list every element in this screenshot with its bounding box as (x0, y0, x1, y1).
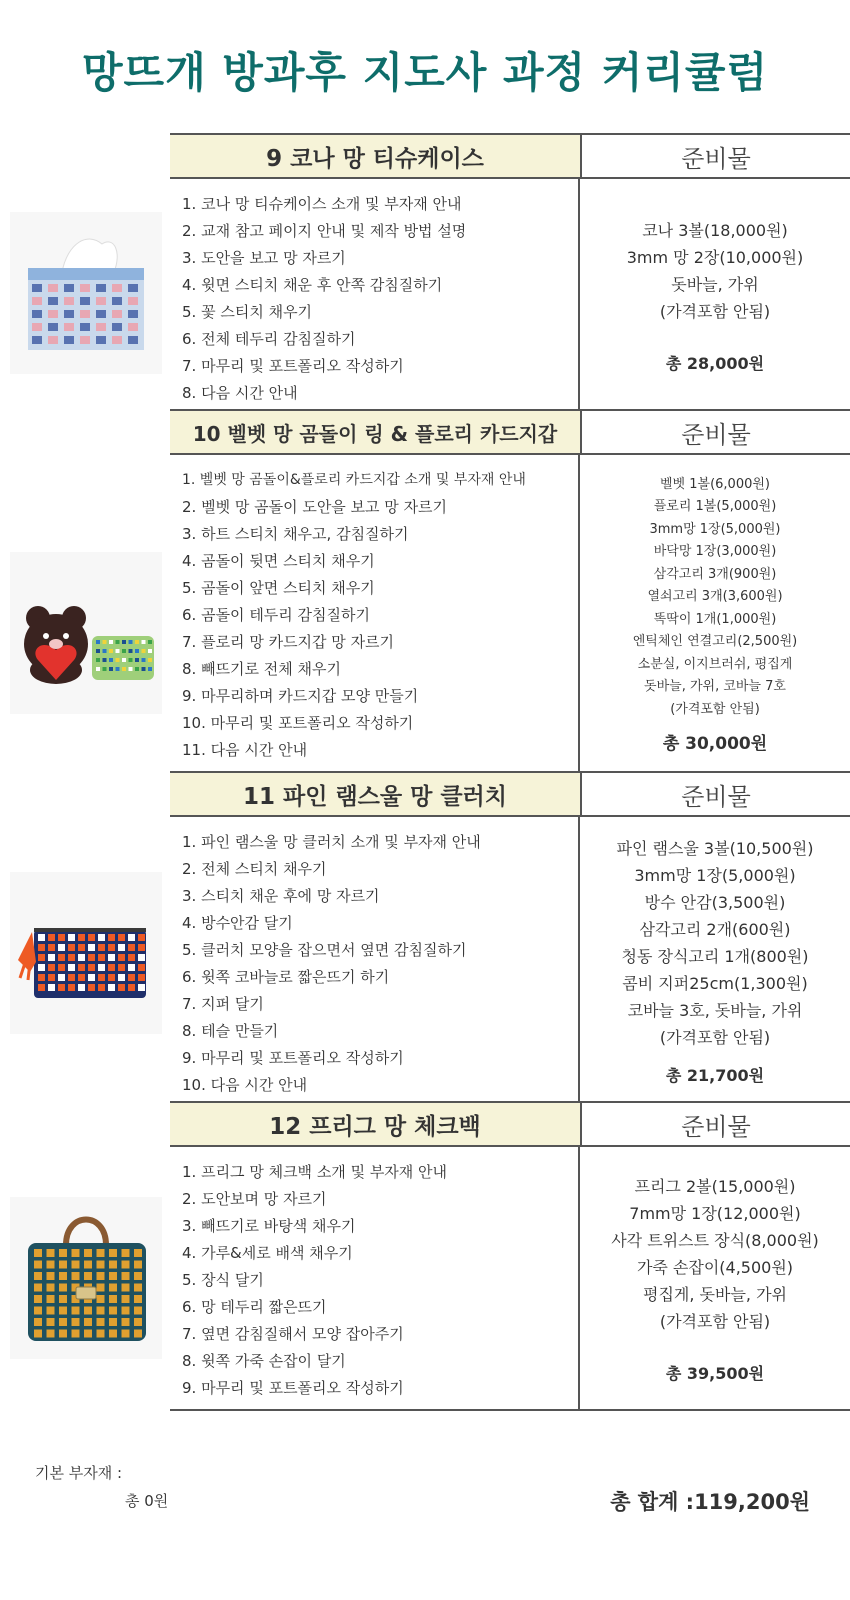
section-11 (170, 771, 850, 1103)
step-item: 5. 장식 달기 (182, 1271, 264, 1289)
materials-header: 준비물 (681, 420, 751, 449)
step-item: 8. 테슬 만들기 (182, 1022, 279, 1040)
step-item: 9. 마무리하며 카드지갑 모양 만들기 (182, 687, 419, 705)
material-item: (가격포함 안됨) (659, 1311, 771, 1331)
material-item: 코바늘 3호, 돗바늘, 가위 (627, 1000, 803, 1020)
material-item: 방수 안감(3,500원) (644, 892, 786, 912)
grand-total: 총 합계 :119,200원 (610, 1490, 810, 1514)
section-total: 총 30,000원 (662, 734, 768, 755)
table-bottom-rule (170, 1409, 850, 1411)
section-title: 12 프리그 망 체크백 (170, 1103, 582, 1145)
step-item: 10. 마무리 및 포트폴리오 작성하기 (182, 714, 414, 732)
step-item: 4. 방수안감 달기 (182, 914, 293, 932)
section-title: 9 코나 망 티슈케이스 (170, 135, 582, 177)
material-item: 청동 장식고리 1개(800원) (621, 946, 809, 966)
material-item: 삼각고리 3개(900원) (653, 566, 777, 582)
base-materials-label: 기본 부자재 : (35, 1464, 123, 1482)
material-item: 코나 3볼(18,000원) (642, 220, 788, 240)
material-item: 3mm 망 2장(10,000원) (626, 247, 804, 267)
section-header (170, 133, 850, 179)
material-item: 사각 트위스트 장식(8,000원) (611, 1230, 819, 1250)
step-item: 6. 곰돌이 테두리 감침질하기 (182, 606, 371, 624)
step-item: 6. 망 테두리 짧은뜨기 (182, 1298, 327, 1316)
material-item: 똑딱이 1개(1,000원) (653, 611, 777, 627)
step-item: 7. 옆면 감침질해서 모양 잡아주기 (182, 1325, 404, 1343)
material-item: 3mm망 1장(5,000원) (649, 521, 781, 537)
section-header (170, 771, 850, 817)
material-item: (가격포함 안됨) (670, 701, 760, 717)
step-item: 1. 벨벳 망 곰돌이&플로리 카드지갑 소개 및 부자재 안내 (182, 472, 526, 488)
step-list (170, 455, 580, 773)
step-item: 4. 가루&세로 배색 채우기 (182, 1244, 353, 1262)
material-item: 콤비 지퍼25cm(1,300원) (622, 973, 808, 993)
base-materials-total: 총 0원 (125, 1492, 169, 1510)
step-item: 5. 클러치 모양을 잡으면서 옆면 감침질하기 (182, 941, 467, 959)
section-title: 10 벨벳 망 곰돌이 링 & 플로리 카드지갑 (170, 411, 582, 453)
material-item: 3mm망 1장(5,000원) (634, 865, 796, 885)
section-body (170, 1147, 850, 1409)
materials-list (580, 817, 850, 1103)
material-item: 7mm망 1장(12,000원) (629, 1203, 801, 1223)
materials-list (580, 1147, 850, 1409)
clutch-image (10, 872, 162, 1034)
section-header (170, 409, 850, 455)
step-item: 4. 윗면 스티치 채운 후 안쪽 감침질하기 (182, 276, 443, 294)
section-12 (170, 1101, 850, 1409)
materials-list (580, 455, 850, 773)
material-item: 돗바늘, 가위 (671, 274, 759, 294)
material-item: 가죽 손잡이(4,500원) (636, 1257, 794, 1277)
step-item: 8. 윗쪽 가죽 손잡이 달기 (182, 1352, 346, 1370)
material-item: 평집게, 돗바늘, 가위 (643, 1284, 787, 1304)
material-item: 삼각고리 2개(600원) (639, 919, 791, 939)
material-item: 열쇠고리 3개(3,600원) (647, 589, 783, 605)
material-item: 소분실, 이지브러쉬, 평집게 (637, 656, 793, 672)
section-title: 11 파인 램스울 망 클러치 (170, 773, 582, 815)
step-item: 9. 마무리 및 포트폴리오 작성하기 (182, 1379, 404, 1397)
section-body (170, 455, 850, 773)
step-item: 6. 윗쪽 코바늘로 짧은뜨기 하기 (182, 968, 390, 986)
material-item: (가격포함 안됨) (659, 301, 771, 321)
material-item: 플로리 1볼(5,000원) (653, 499, 777, 515)
bear-card-wallet-image (10, 552, 162, 714)
step-item: 7. 마무리 및 포트폴리오 작성하기 (182, 357, 404, 375)
step-item: 1. 파인 램스울 망 클러치 소개 및 부자재 안내 (182, 833, 481, 851)
material-item: 프리그 2볼(15,000원) (634, 1176, 796, 1196)
section-total: 총 28,000원 (665, 353, 765, 373)
step-item: 5. 곰돌이 앞면 스티치 채우기 (182, 579, 375, 597)
step-list (170, 817, 580, 1103)
step-item: 4. 곰돌이 뒷면 스티치 채우기 (182, 552, 375, 570)
section-total: 총 21,700원 (665, 1065, 765, 1085)
material-item: 파인 램스울 3볼(10,500원) (616, 838, 814, 858)
step-item: 10. 다음 시간 안내 (182, 1076, 308, 1094)
section-header (170, 1101, 850, 1147)
section-10 (170, 409, 850, 773)
materials-list (580, 179, 850, 411)
page-title: 망뜨개 방과후 지도사 과정 커리큘럼 (81, 48, 769, 97)
material-item: (가격포함 안됨) (659, 1027, 771, 1047)
material-item: 벨벳 1볼(6,000원) (660, 476, 770, 492)
section-body (170, 179, 850, 411)
step-item: 1. 코나 망 티슈케이스 소개 및 부자재 안내 (182, 195, 462, 213)
section-9 (170, 133, 850, 411)
section-body (170, 817, 850, 1103)
step-item: 8. 빼뜨기로 전체 채우기 (182, 660, 342, 678)
material-item: 바닥망 1장(3,000원) (653, 544, 777, 560)
step-item: 7. 플로리 망 카드지갑 망 자르기 (182, 633, 395, 651)
step-item: 5. 꽃 스티치 채우기 (182, 303, 313, 321)
step-item: 2. 벨벳 망 곰돌이 도안을 보고 망 자르기 (182, 498, 448, 516)
step-item: 2. 도안보며 망 자르기 (182, 1190, 327, 1208)
step-item: 3. 스티치 채운 후에 망 자르기 (182, 887, 380, 905)
step-item: 3. 도안을 보고 망 자르기 (182, 249, 346, 267)
step-item: 7. 지퍼 달기 (182, 995, 264, 1013)
step-item: 3. 빼뜨기로 바탕색 채우기 (182, 1217, 356, 1235)
step-item: 6. 전체 테두리 감침질하기 (182, 330, 356, 348)
step-item: 1. 프리그 망 체크백 소개 및 부자재 안내 (182, 1163, 448, 1181)
step-list (170, 1147, 580, 1409)
check-bag-image (10, 1197, 162, 1359)
material-item: 엔틱체인 연결고리(2,500원) (632, 634, 798, 650)
step-item: 2. 전체 스티치 채우기 (182, 860, 327, 878)
materials-header: 준비물 (681, 782, 751, 811)
materials-header: 준비물 (681, 144, 751, 173)
materials-header: 준비물 (681, 1112, 751, 1141)
tissue-case-image (10, 212, 162, 374)
step-item: 11. 다음 시간 안내 (182, 741, 308, 759)
section-total: 총 39,500원 (665, 1363, 765, 1383)
step-item: 9. 마무리 및 포트폴리오 작성하기 (182, 1049, 404, 1067)
step-item: 2. 교재 참고 페이지 안내 및 제작 방법 설명 (182, 222, 467, 240)
step-item: 8. 다음 시간 안내 (182, 384, 298, 402)
step-list (170, 179, 580, 411)
material-item: 돗바늘, 가위, 코바늘 7호 (644, 679, 786, 695)
step-item: 3. 하트 스티치 채우고, 감침질하기 (182, 525, 409, 543)
